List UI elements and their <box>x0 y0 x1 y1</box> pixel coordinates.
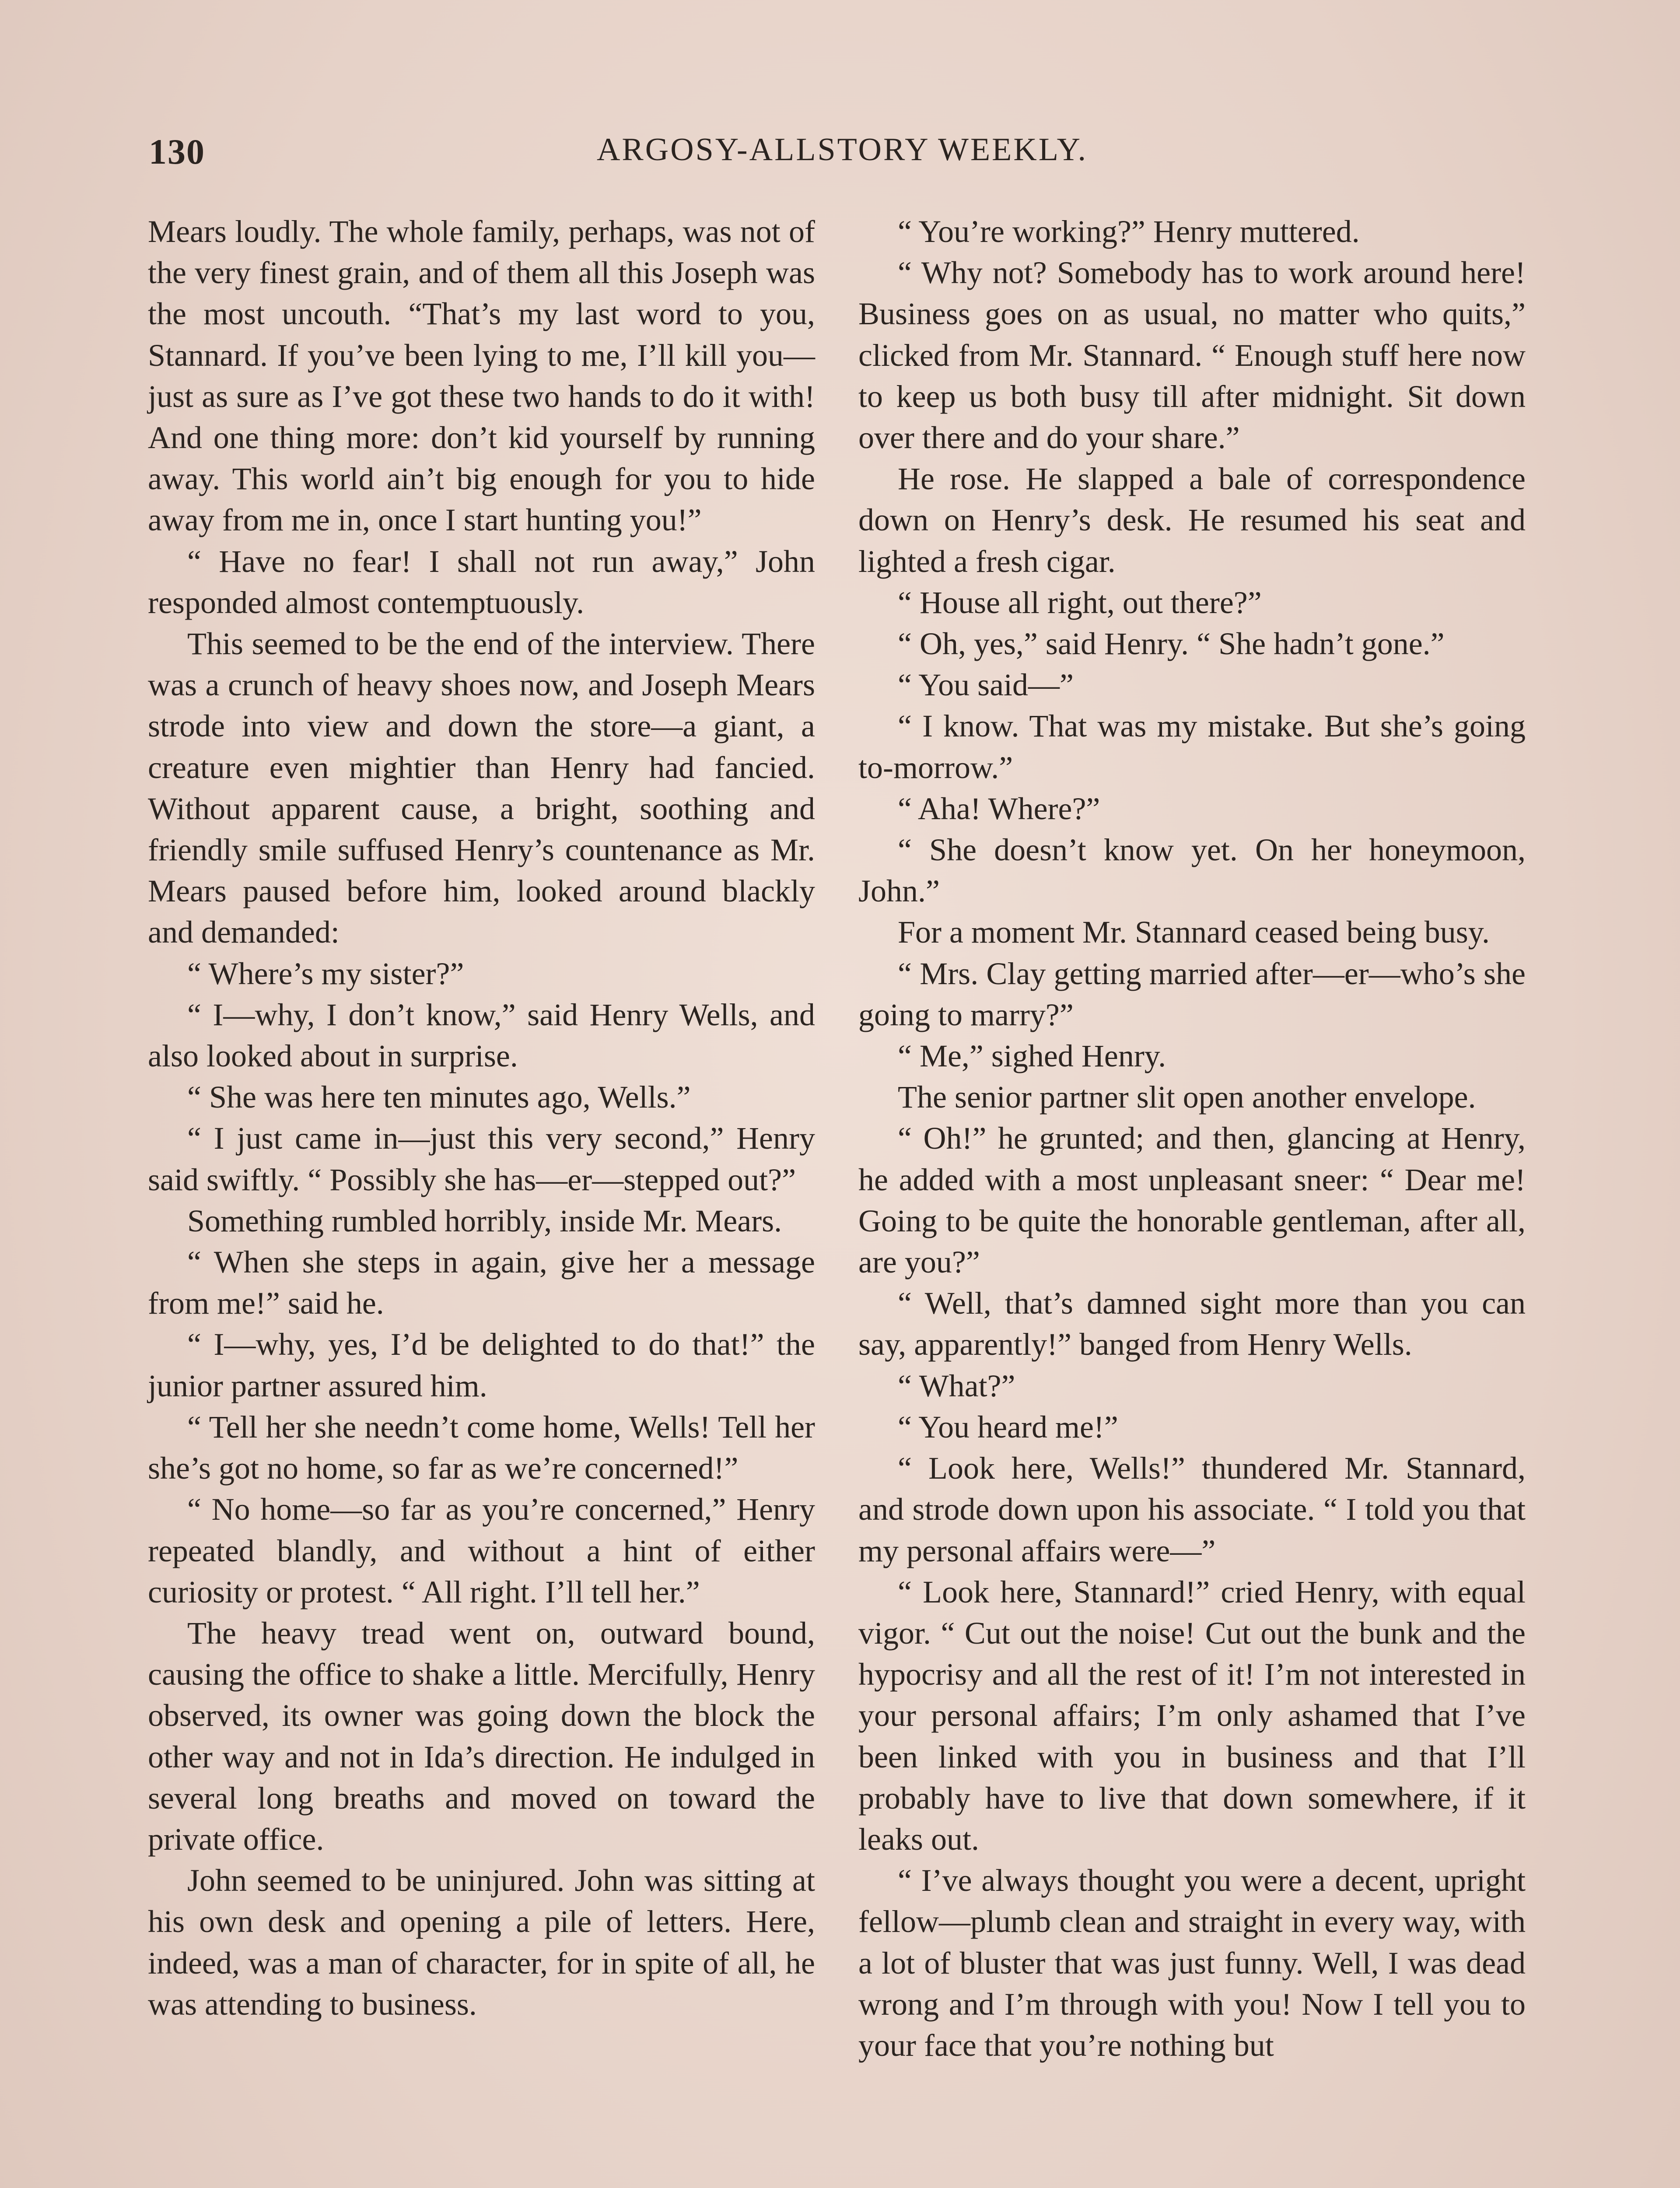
paragraph: “ Well, that’s damned sight more than you can say, apparently!” banged from Henry Wells. <box>858 1286 1526 1362</box>
paragraph: “ She was here ten minutes ago, Wells.” <box>187 1080 691 1115</box>
paragraph: This seemed to be the end of the interview. There was a crunch of heavy shoes now, and Joseph Mears strode into view and down the store—a giant, a creature even mightier than Henry had fancied. Without apparent cause, a bright, soothing and friendly smile suffused Henry’s countenance as Mr. Mears paused before him, looked around blackly and demanded: <box>148 626 815 950</box>
paragraph: “ Oh, yes,” said Henry. “ She hadn’t gone.” <box>898 626 1445 662</box>
paragraph: “ I just came in—just this very second,” Henry said swiftly. “ Possibly she has—er—stepped out?” <box>148 1121 815 1197</box>
paragraph: “ You heard me!” <box>898 1409 1118 1445</box>
page-number: 130 <box>149 132 205 172</box>
paragraph: “ I—why, yes, I’d be delighted to do that!” the junior partner assured him. <box>148 1327 815 1403</box>
page-header <box>149 131 1536 184</box>
paragraph: “ Look here, Wells!” thundered Mr. Stannard, and strode down upon his associate. “ I told you that my personal affairs were—” <box>858 1451 1526 1568</box>
paragraph: The heavy tread went on, outward bound, causing the office to shake a little. Mercifully, Henry observed, its owner was going down the block the other way and not in Ida’s direction. He indulged in several long breaths and moved on toward the private office. <box>148 1615 815 1857</box>
right-column <box>858 211 1526 2066</box>
paragraph: “ What?” <box>898 1368 1015 1403</box>
running-title: ARGOSY-ALLSTORY WEEKLY. <box>596 132 1088 168</box>
paragraph: “ Tell her she needn’t come home, Wells! Tell her she’s got no home, so far as we’re concerned!” <box>148 1409 815 1486</box>
paragraph: “ Have no fear! I shall not run away,” John responded almost contemptuously. <box>148 543 815 620</box>
paragraph: “ Mrs. Clay getting married after—er—who’s she going to marry?” <box>858 956 1526 1032</box>
paragraph: Mears loudly. The whole family, perhaps, was not of the very finest grain, and of them all this Joseph was the most uncouth. “That’s my last word to you, Stannard. If you’ve been lying to me, I’ll kill you—just as sure as I’ve got these two hands to do it with! And one thing more: don’t kid yourself by running away. This world ain’t big enough for you to hide away from me in, once I start hunting you!” <box>148 214 815 538</box>
paragraph: “ You’re working?” Henry muttered. <box>898 214 1360 249</box>
paragraph: “ I know. That was my mistake. But she’s going to-morrow.” <box>858 708 1526 785</box>
paragraph: “ No home—so far as you’re concerned,” Henry repeated blandly, and without a hint of either curiosity or protest. “ All right. I’ll tell her.” <box>148 1492 815 1609</box>
paragraph: Something rumbled horribly, inside Mr. Mears. <box>187 1203 782 1238</box>
paragraph: “ Where’s my sister?” <box>187 956 464 991</box>
paragraph: “ She doesn’t know yet. On her honeymoon, John.” <box>858 832 1526 909</box>
paragraph: The senior partner slit open another envelope. <box>898 1080 1476 1115</box>
left-column <box>148 211 815 2025</box>
paragraph: “ Aha! Where?” <box>898 791 1100 826</box>
paragraph: “ Why not? Somebody has to work around here! Business goes on as usual, no matter who quits,” clicked from Mr. Stannard. “ Enough stuff here now to keep us both busy till after midnight. Sit down over there and do your share.” <box>858 255 1526 456</box>
paragraph: John seemed to be uninjured. John was sitting at his own desk and opening a pile of letters. Here, indeed, was a man of character, for in spite of all, he was attending to business. <box>148 1863 815 2022</box>
paragraph: “ Me,” sighed Henry. <box>898 1038 1166 1074</box>
paragraph: He rose. He slapped a bale of correspondence down on Henry’s desk. He resumed his seat and lighted a fresh cigar. <box>858 461 1526 579</box>
paragraph: “ Oh!” he grunted; and then, glancing at Henry, he added with a most unpleasant sneer: “ Dear me! Going to be quite the honorable gentleman, after all, are you?” <box>858 1121 1526 1280</box>
paragraph: “ House all right, out there?” <box>898 585 1262 620</box>
paragraph: “ I’ve always thought you were a decent, upright fellow—plumb clean and straight in every way, with a lot of bluster that was just funny. Well, I was dead wrong and I’m through with you! Now I tell you to your face that you’re nothing but <box>858 1863 1526 2063</box>
paragraph: “ You said—” <box>898 667 1074 703</box>
paragraph: “ I—why, I don’t know,” said Henry Wells, and also looked about in surprise. <box>148 997 815 1074</box>
paragraph: “ When she steps in again, give her a message from me!” said he. <box>148 1245 815 1321</box>
paragraph: “ Look here, Stannard!” cried Henry, with equal vigor. “ Cut out the noise! Cut out the bunk and the hypocrisy and all the rest of it! I’m not interested in your personal affairs; I’m only ashamed that I’ve been linked with you in business and that I’ll probably have to live that down somewhere, if it leaks out. <box>858 1574 1526 1857</box>
paragraph: For a moment Mr. Stannard ceased being busy. <box>898 915 1490 950</box>
